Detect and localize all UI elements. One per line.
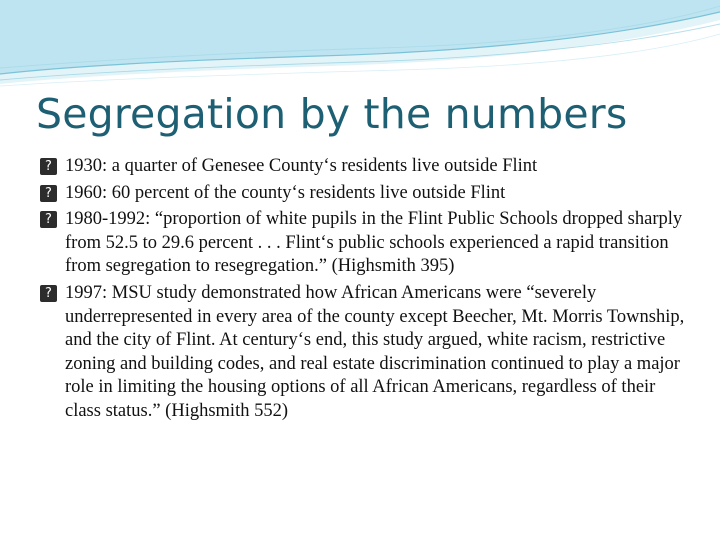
slide-title: Segregation by the numbers — [36, 90, 628, 138]
bullet-item — [40, 155, 686, 179]
missing-glyph-icon: ? — [40, 185, 57, 202]
header-wave-decoration — [0, 0, 720, 90]
bullet-item — [40, 282, 686, 424]
bullet-item — [40, 182, 686, 206]
missing-glyph-icon: ? — [40, 285, 57, 302]
bullet-list — [40, 155, 686, 427]
missing-glyph-icon: ? — [40, 158, 57, 175]
bullet-text: 1980-1992: “proportion of white pupils in the Flint Public Schools dropped sharply from 52.5 to 29.6 percent . . . Flint‘s public schools experienced a rapid transition from segregation to resegregation.” (Highsmith 395) — [65, 209, 683, 277]
missing-glyph-icon: ? — [40, 211, 57, 228]
bullet-text: 1960: 60 percent of the county‘s residents live outside Flint — [65, 182, 506, 203]
bullet-text: 1930: a quarter of Genesee County‘s residents live outside Flint — [65, 156, 538, 176]
bullet-item — [40, 208, 686, 279]
bullet-text: 1997: MSU study demonstrated how African Americans were “severely underrepresented in every area of the county except Beecher, Mt. Morris Township, and the city of Flint. At century‘s end, this study argued, white racism, restrictive zoning and building codes, and real estate discrimination continued to play a major role in limiting the housing options of all African Americans, regardless of their class status.” (Highsmith 552) — [65, 282, 685, 421]
